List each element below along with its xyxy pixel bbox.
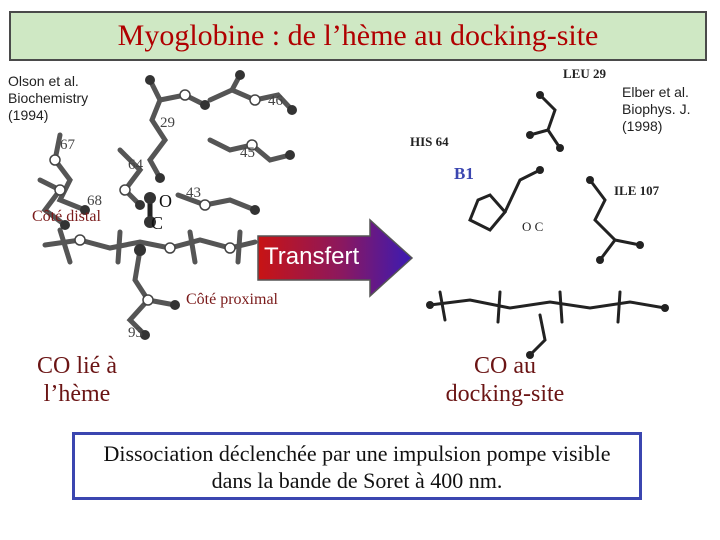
docking-site-b1-label: B1: [454, 164, 474, 183]
info-line: dans la bande de Soret à 400 nm.: [211, 468, 503, 493]
distal-side-label: Côté distal: [32, 208, 101, 225]
reference-line: Biophys. J.: [622, 101, 691, 117]
reference-line: Olson et al.: [8, 73, 79, 89]
residue-label: 68: [87, 193, 102, 209]
residue-label: HIS 64: [410, 134, 449, 149]
residue-label: 64: [128, 157, 143, 173]
state-line: l’hème: [43, 381, 111, 407]
reference-line: (1994): [8, 107, 49, 123]
residue-label: 45: [240, 145, 255, 161]
ligand-carbon-label: C: [151, 213, 164, 233]
state-bound-label: [22, 352, 132, 408]
residue-label: 93: [128, 325, 143, 341]
info-line: Dissociation déclenchée par une impulsion pompe visible: [103, 441, 611, 466]
ligand-oxygen-label: O: [159, 191, 172, 211]
docking-site-structure: [430, 95, 665, 355]
info-box: [72, 432, 642, 500]
residue-label: 29: [160, 115, 175, 131]
reference-line: Elber et al.: [622, 84, 689, 100]
state-line: CO au: [474, 353, 536, 379]
transfer-label: Transfert: [264, 243, 360, 270]
residue-label: 67: [60, 137, 75, 153]
page-title: Myoglobine : de l’hème au docking-site: [117, 19, 599, 52]
reference-line: (1998): [622, 118, 663, 134]
state-docking-label: [420, 352, 590, 408]
residue-label: ILE 107: [614, 183, 660, 198]
state-line: CO lié à: [37, 353, 117, 379]
residue-label: LEU 29: [563, 66, 606, 81]
docking-co-label: O C: [522, 219, 544, 234]
state-line: docking-site: [445, 381, 565, 407]
residue-label: 46: [268, 93, 283, 109]
proximal-side-label: Côté proximal: [186, 291, 278, 308]
reference-line: Biochemistry: [8, 90, 89, 106]
residue-label: 43: [186, 185, 201, 201]
